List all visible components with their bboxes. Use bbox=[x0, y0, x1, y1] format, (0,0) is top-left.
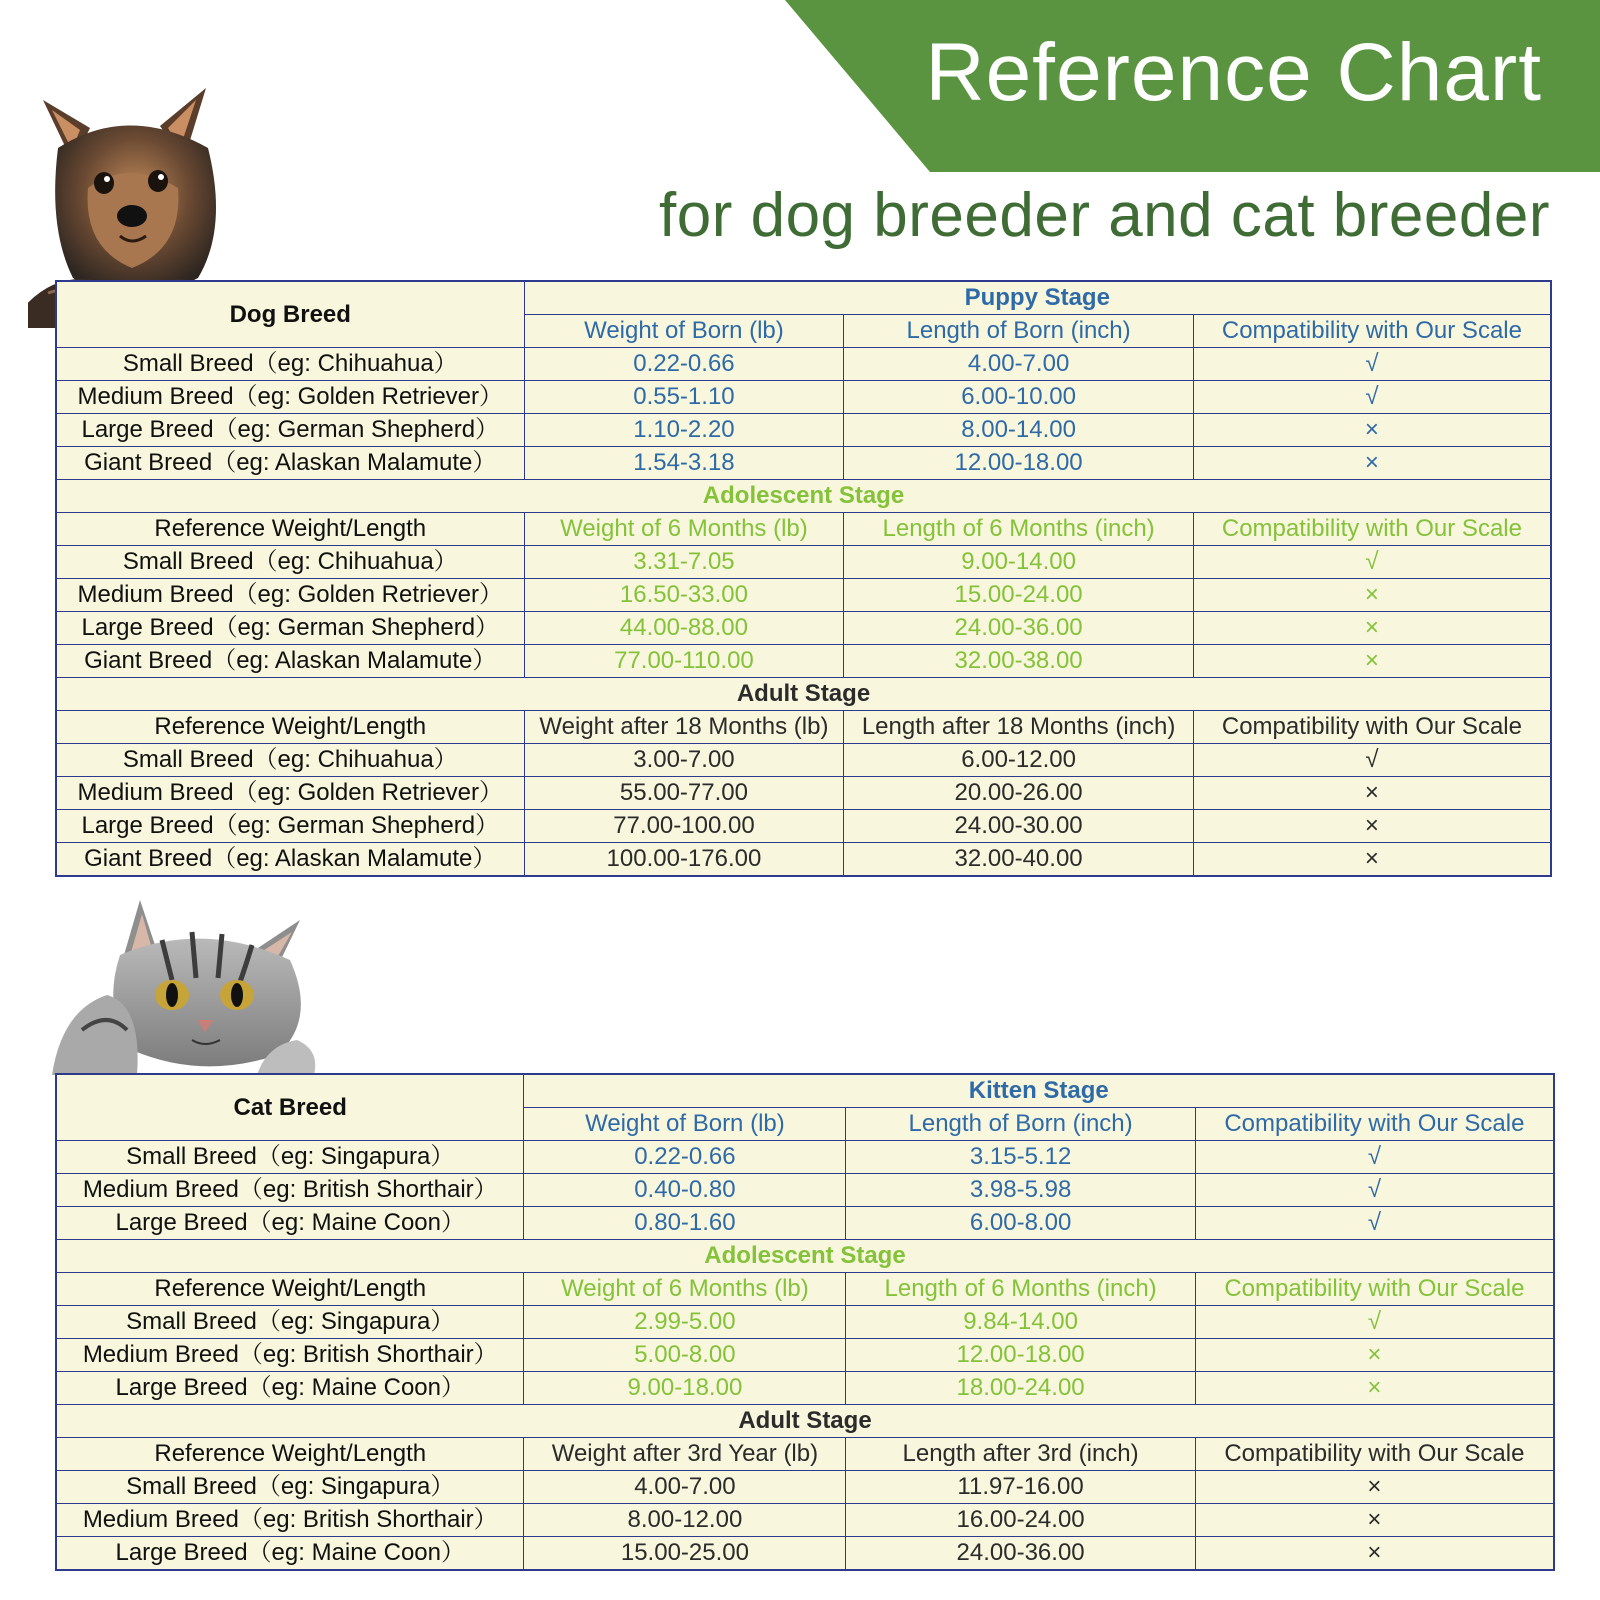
compat-mark: √ bbox=[1195, 1306, 1554, 1339]
page-subtitle: for dog breeder and cat breeder bbox=[659, 181, 1550, 250]
compat-mark: × bbox=[1193, 447, 1551, 480]
column-header: Compatibility with Our Scale bbox=[1195, 1273, 1554, 1306]
cat-table-title: Cat Breed bbox=[56, 1074, 524, 1141]
length-cell: 9.00-14.00 bbox=[844, 546, 1193, 579]
compat-mark: × bbox=[1193, 843, 1551, 877]
page-title: Reference Chart bbox=[925, 27, 1542, 118]
table-row bbox=[56, 612, 1551, 645]
column-header: Length after 3rd (inch) bbox=[846, 1438, 1195, 1471]
breed-cell: Large Breed（eg: German Shepherd） bbox=[56, 612, 524, 645]
column-header: Weight of 6 Months (lb) bbox=[524, 1273, 846, 1306]
weight-cell: 1.10-2.20 bbox=[524, 414, 844, 447]
weight-cell: 100.00-176.00 bbox=[524, 843, 844, 877]
column-header: Weight of Born (lb) bbox=[524, 1108, 846, 1141]
table-row bbox=[56, 1207, 1554, 1240]
breed-cell: Small Breed（eg: Chihuahua） bbox=[56, 744, 524, 777]
weight-cell: 0.22-0.66 bbox=[524, 348, 844, 381]
table-row bbox=[56, 1339, 1554, 1372]
table-row bbox=[56, 843, 1551, 877]
length-cell: 6.00-10.00 bbox=[844, 381, 1193, 414]
length-cell: 4.00-7.00 bbox=[844, 348, 1193, 381]
table-row bbox=[56, 645, 1551, 678]
column-header: Weight of 6 Months (lb) bbox=[524, 513, 844, 546]
breed-cell: Small Breed（eg: Chihuahua） bbox=[56, 348, 524, 381]
table-row bbox=[56, 447, 1551, 480]
breed-cell: Large Breed（eg: German Shepherd） bbox=[56, 414, 524, 447]
reference-label: Reference Weight/Length bbox=[56, 1438, 524, 1471]
compat-mark: × bbox=[1195, 1471, 1554, 1504]
weight-cell: 16.50-33.00 bbox=[524, 579, 844, 612]
column-header: Compatibility with Our Scale bbox=[1193, 711, 1551, 744]
column-header: Compatibility with Our Scale bbox=[1195, 1108, 1554, 1141]
column-header: Length of 6 Months (inch) bbox=[844, 513, 1193, 546]
breed-cell: Giant Breed（eg: Alaskan Malamute） bbox=[56, 447, 524, 480]
breed-cell: Medium Breed（eg: Golden Retriever） bbox=[56, 381, 524, 414]
breed-cell: Medium Breed（eg: Golden Retriever） bbox=[56, 579, 524, 612]
breed-cell: Large Breed（eg: German Shepherd） bbox=[56, 810, 524, 843]
column-header: Length of Born (inch) bbox=[844, 315, 1193, 348]
table-row bbox=[56, 744, 1551, 777]
length-cell: 20.00-26.00 bbox=[844, 777, 1193, 810]
stage-heading: Puppy Stage bbox=[524, 281, 1551, 315]
column-header: Weight after 18 Months (lb) bbox=[524, 711, 844, 744]
compat-mark: √ bbox=[1193, 546, 1551, 579]
stage-heading: Adult Stage bbox=[56, 1405, 1554, 1438]
compat-mark: × bbox=[1193, 645, 1551, 678]
length-cell: 3.15-5.12 bbox=[846, 1141, 1195, 1174]
table-row bbox=[56, 348, 1551, 381]
length-cell: 32.00-40.00 bbox=[844, 843, 1193, 877]
weight-cell: 44.00-88.00 bbox=[524, 612, 844, 645]
weight-cell: 15.00-25.00 bbox=[524, 1537, 846, 1571]
breed-cell: Large Breed（eg: Maine Coon） bbox=[56, 1537, 524, 1571]
length-cell: 6.00-8.00 bbox=[846, 1207, 1195, 1240]
cat-reference-table bbox=[55, 1073, 1555, 1571]
compat-mark: × bbox=[1195, 1372, 1554, 1405]
breed-cell: Large Breed（eg: Maine Coon） bbox=[56, 1372, 524, 1405]
length-cell: 18.00-24.00 bbox=[846, 1372, 1195, 1405]
weight-cell: 4.00-7.00 bbox=[524, 1471, 846, 1504]
column-header: Weight of Born (lb) bbox=[524, 315, 844, 348]
table-row bbox=[56, 1372, 1554, 1405]
length-cell: 9.84-14.00 bbox=[846, 1306, 1195, 1339]
column-header: Length of Born (inch) bbox=[846, 1108, 1195, 1141]
stage-heading: Kitten Stage bbox=[524, 1074, 1554, 1108]
breed-cell: Medium Breed（eg: British Shorthair） bbox=[56, 1339, 524, 1372]
breed-cell: Large Breed（eg: Maine Coon） bbox=[56, 1207, 524, 1240]
compat-mark: × bbox=[1193, 579, 1551, 612]
length-cell: 15.00-24.00 bbox=[844, 579, 1193, 612]
reference-label: Reference Weight/Length bbox=[56, 513, 524, 546]
weight-cell: 77.00-110.00 bbox=[524, 645, 844, 678]
table-row bbox=[56, 1306, 1554, 1339]
column-header: Compatibility with Our Scale bbox=[1193, 513, 1551, 546]
reference-label: Reference Weight/Length bbox=[56, 711, 524, 744]
table-row bbox=[56, 381, 1551, 414]
length-cell: 24.00-36.00 bbox=[846, 1537, 1195, 1571]
table-row bbox=[56, 1141, 1554, 1174]
table-row bbox=[56, 1504, 1554, 1537]
compat-mark: × bbox=[1195, 1537, 1554, 1571]
length-cell: 11.97-16.00 bbox=[846, 1471, 1195, 1504]
length-cell: 24.00-36.00 bbox=[844, 612, 1193, 645]
compat-mark: √ bbox=[1195, 1174, 1554, 1207]
breed-cell: Small Breed（eg: Singapura） bbox=[56, 1141, 524, 1174]
length-cell: 24.00-30.00 bbox=[844, 810, 1193, 843]
stage-heading: Adult Stage bbox=[56, 678, 1551, 711]
weight-cell: 5.00-8.00 bbox=[524, 1339, 846, 1372]
cat-photo bbox=[52, 890, 322, 1075]
length-cell: 6.00-12.00 bbox=[844, 744, 1193, 777]
table-row bbox=[56, 414, 1551, 447]
weight-cell: 2.99-5.00 bbox=[524, 1306, 846, 1339]
dog-reference-table bbox=[55, 280, 1552, 877]
weight-cell: 77.00-100.00 bbox=[524, 810, 844, 843]
column-header: Length of 6 Months (inch) bbox=[846, 1273, 1195, 1306]
reference-label: Reference Weight/Length bbox=[56, 1273, 524, 1306]
weight-cell: 3.00-7.00 bbox=[524, 744, 844, 777]
table-row bbox=[56, 1537, 1554, 1571]
compat-mark: √ bbox=[1193, 381, 1551, 414]
weight-cell: 0.40-0.80 bbox=[524, 1174, 846, 1207]
length-cell: 8.00-14.00 bbox=[844, 414, 1193, 447]
table-row bbox=[56, 579, 1551, 612]
length-cell: 32.00-38.00 bbox=[844, 645, 1193, 678]
compat-mark: × bbox=[1193, 414, 1551, 447]
breed-cell: Small Breed（eg: Singapura） bbox=[56, 1471, 524, 1504]
column-header: Weight after 3rd Year (lb) bbox=[524, 1438, 846, 1471]
breed-cell: Medium Breed（eg: British Shorthair） bbox=[56, 1504, 524, 1537]
weight-cell: 3.31-7.05 bbox=[524, 546, 844, 579]
column-header: Compatibility with Our Scale bbox=[1195, 1438, 1554, 1471]
dog-table-title: Dog Breed bbox=[56, 281, 524, 348]
table-row bbox=[56, 810, 1551, 843]
breed-cell: Medium Breed（eg: Golden Retriever） bbox=[56, 777, 524, 810]
weight-cell: 0.22-0.66 bbox=[524, 1141, 846, 1174]
compat-mark: × bbox=[1195, 1339, 1554, 1372]
table-row bbox=[56, 1471, 1554, 1504]
breed-cell: Medium Breed（eg: British Shorthair） bbox=[56, 1174, 524, 1207]
breed-cell: Giant Breed（eg: Alaskan Malamute） bbox=[56, 843, 524, 877]
breed-cell: Giant Breed（eg: Alaskan Malamute） bbox=[56, 645, 524, 678]
table-row bbox=[56, 546, 1551, 579]
weight-cell: 0.55-1.10 bbox=[524, 381, 844, 414]
length-cell: 3.98-5.98 bbox=[846, 1174, 1195, 1207]
compat-mark: √ bbox=[1193, 348, 1551, 381]
compat-mark: √ bbox=[1193, 744, 1551, 777]
compat-mark: × bbox=[1193, 810, 1551, 843]
compat-mark: × bbox=[1193, 612, 1551, 645]
weight-cell: 1.54-3.18 bbox=[524, 447, 844, 480]
length-cell: 12.00-18.00 bbox=[846, 1339, 1195, 1372]
compat-mark: √ bbox=[1195, 1207, 1554, 1240]
table-row bbox=[56, 1174, 1554, 1207]
weight-cell: 8.00-12.00 bbox=[524, 1504, 846, 1537]
column-header: Length after 18 Months (inch) bbox=[844, 711, 1193, 744]
table-row bbox=[56, 777, 1551, 810]
length-cell: 16.00-24.00 bbox=[846, 1504, 1195, 1537]
column-header: Compatibility with Our Scale bbox=[1193, 315, 1551, 348]
compat-mark: √ bbox=[1195, 1141, 1554, 1174]
stage-heading: Adolescent Stage bbox=[56, 480, 1551, 513]
weight-cell: 0.80-1.60 bbox=[524, 1207, 846, 1240]
weight-cell: 9.00-18.00 bbox=[524, 1372, 846, 1405]
breed-cell: Small Breed（eg: Singapura） bbox=[56, 1306, 524, 1339]
stage-heading: Adolescent Stage bbox=[56, 1240, 1554, 1273]
compat-mark: × bbox=[1193, 777, 1551, 810]
length-cell: 12.00-18.00 bbox=[844, 447, 1193, 480]
breed-cell: Small Breed（eg: Chihuahua） bbox=[56, 546, 524, 579]
compat-mark: × bbox=[1195, 1504, 1554, 1537]
weight-cell: 55.00-77.00 bbox=[524, 777, 844, 810]
